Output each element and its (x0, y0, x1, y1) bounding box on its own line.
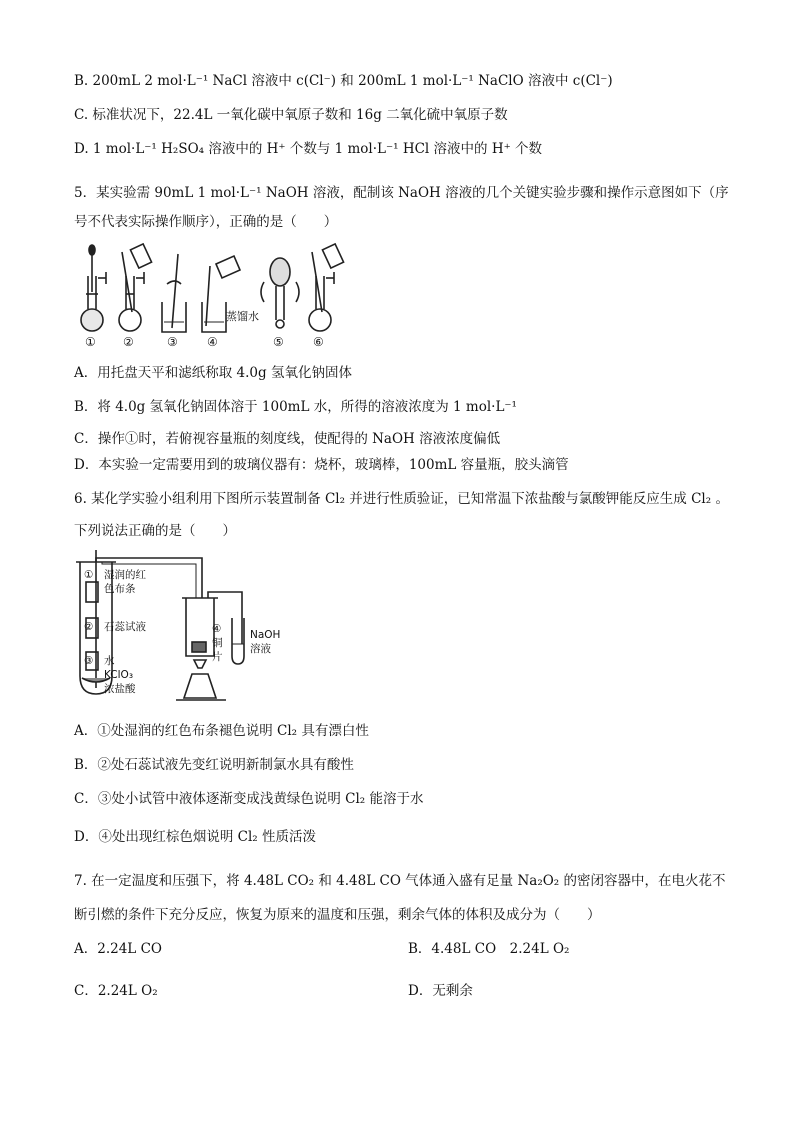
fig6-naoh-b: 溶液 (250, 643, 271, 655)
q7-option-c: C．2.24L O₂ (74, 983, 158, 999)
q6-option-c: C．③处小试管中液体逐渐变成浅黄绿色说明 Cl₂ 能溶于水 (74, 791, 424, 807)
q6-option-d: D．④处出现红棕色烟说明 Cl₂ 性质活泼 (74, 829, 316, 845)
fig6-num-4: ④ (212, 623, 222, 635)
fig6-label-2: 石蕊试液 (104, 621, 146, 633)
q4-option-b: B. 200mL 2 mol·L⁻¹ NaCl 溶液中 c(Cl⁻) 和 200mL 1 mol·L⁻¹ NaClO 溶液中 c(Cl⁻) (74, 73, 613, 89)
q5-option-a: A．用托盘天平和滤纸称取 4.0g 氢氧化钠固体 (74, 365, 352, 381)
q5-option-b: B．将 4.0g 氢氧化钠固体溶于 100mL 水，所得的溶液浓度为 1 mol·L⁻¹ (74, 399, 517, 415)
q5-option-c: C．操作①时，若俯视容量瓶的刻度线，使配得的 NaOH 溶液浓度偏低 (74, 431, 501, 447)
fig6-label-1b: 色布条 (104, 583, 136, 595)
q6-stem-line2: 下列说法正确的是（ ） (74, 523, 236, 539)
q4-option-c: C. 标准状况下，22.4L 一氧化碳中氧原子数和 16g 二氧化硫中氧原子数 (74, 107, 508, 123)
step-2-label: ② (123, 335, 134, 349)
q6-apparatus-figure (74, 548, 288, 704)
step-5-label: ⑤ (273, 335, 284, 349)
step-1-label: ① (85, 335, 96, 349)
step-3-label: ③ (167, 335, 178, 349)
fig6-naoh-a: NaOH (250, 629, 281, 641)
fig6-copper-b: 片 (212, 651, 223, 663)
fig6-num-3: ③ (84, 655, 94, 667)
q7-option-b: B．4.48L CO 2.24L O₂ (408, 941, 570, 957)
fig6-label-1a: 湿润的红 (104, 569, 146, 581)
fig6-label-4: KClO₃ (104, 669, 134, 681)
fig6-label-5: 浓盐酸 (104, 683, 136, 695)
q5-stem-line1: 5．某实验需 90mL 1 mol·L⁻¹ NaOH 溶液，配制该 NaOH 溶液的几个关键实验步骤和操作示意图如下（序 (74, 185, 729, 201)
fig6-num-1: ① (84, 569, 94, 581)
q6-option-b: B．②处石蕊试液先变红说明新制氯水具有酸性 (74, 757, 354, 773)
q7-option-d: D．无剩余 (408, 983, 473, 999)
step-4-label: ④ (207, 335, 218, 349)
fig6-copper-a: 铜 (212, 637, 223, 649)
q4-option-d: D. 1 mol·L⁻¹ H₂SO₄ 溶液中的 H⁺ 个数与 1 mol·L⁻¹ HCl 溶液中的 H⁺ 个数 (74, 141, 543, 157)
q7-option-a: A．2.24L CO (74, 941, 162, 957)
fig6-label-3: 水 (104, 655, 115, 667)
q6-stem-line1: 6. 某化学实验小组利用下图所示装置制备 Cl₂ 并进行性质验证，已知常温下浓盐酸与氯酸钾能反应生成 Cl₂ 。 (74, 491, 729, 507)
q7-stem-line1: 7. 在一定温度和压强下，将 4.48L CO₂ 和 4.48L CO 气体通入盛有足量 Na₂O₂ 的密闭容器中，在电火花不 (74, 873, 726, 889)
q5-stem-line2: 号不代表实际操作顺序），正确的是（ ） (74, 214, 338, 230)
fig6-num-2: ② (84, 621, 94, 633)
q5-procedure-figure (74, 242, 354, 350)
q6-option-a: A．①处湿润的红色布条褪色说明 Cl₂ 具有漂白性 (74, 723, 369, 739)
step-6-label: ⑥ (313, 335, 324, 349)
q5-option-d: D．本实验一定需要用到的玻璃仪器有：烧杯，玻璃棒，100mL 容量瓶，胶头滴管 (74, 457, 569, 473)
distilled-water-label: 蒸馏水 (226, 310, 259, 323)
q7-stem-line2: 断引燃的条件下充分反应，恢复为原来的温度和压强，剩余气体的体积及成分为（ ） (74, 907, 601, 923)
